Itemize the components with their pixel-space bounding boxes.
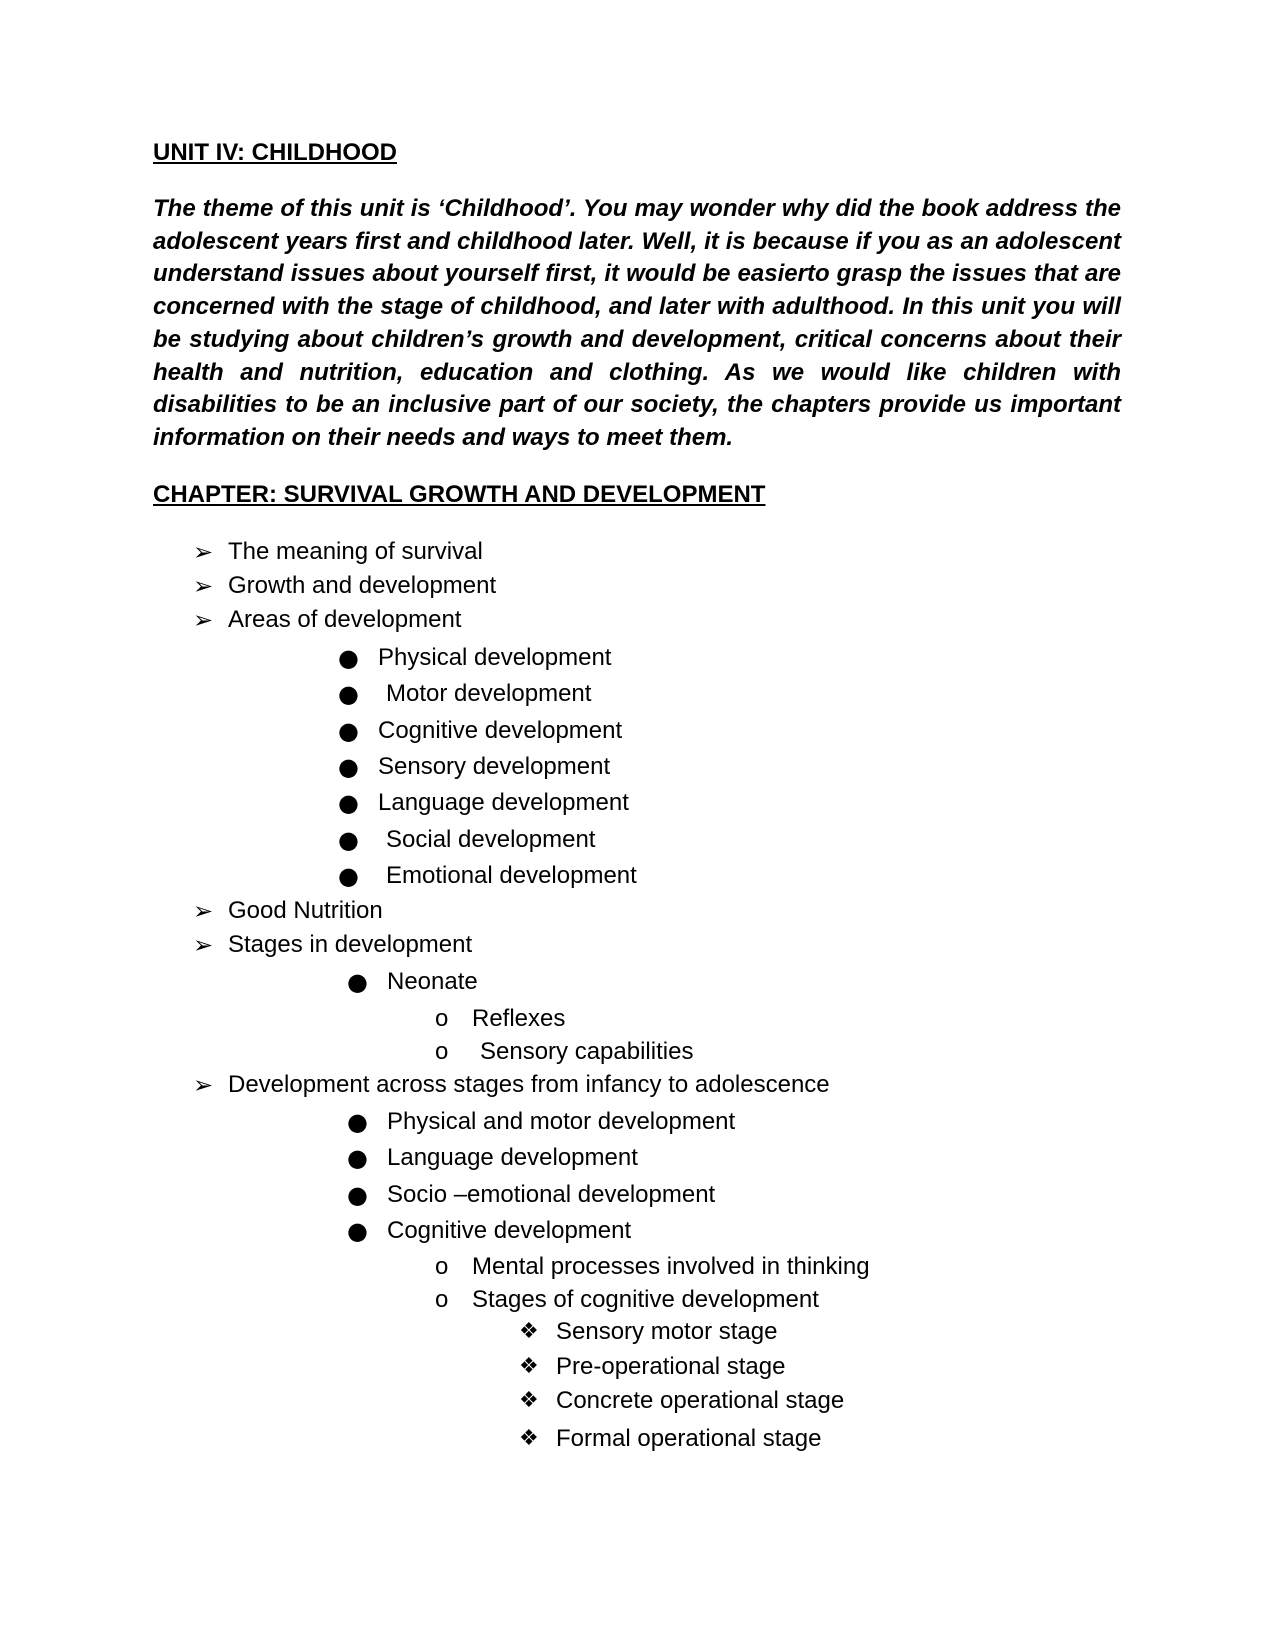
filled-dot-bullet-icon: ● xyxy=(338,644,359,672)
outline-item xyxy=(435,1038,694,1066)
outline-item-text: Cognitive development xyxy=(387,1217,632,1244)
hollow-circle-bullet-icon: o xyxy=(435,1038,449,1065)
outline-item xyxy=(435,1005,566,1033)
four-diamond-bullet-icon: ❖ xyxy=(519,1319,539,1344)
outline-item xyxy=(347,1108,736,1136)
outline-item-text: Neonate xyxy=(387,968,478,995)
outline-item-text: Socio –emotional development xyxy=(387,1181,716,1208)
outline-item-text: Reflexes xyxy=(472,1005,566,1032)
chapter-title: CHAPTER: SURVIVAL GROWTH AND DEVELOPMENT xyxy=(153,481,766,508)
outline-item xyxy=(338,862,637,890)
outline-item xyxy=(338,680,592,708)
filled-dot-bullet-icon: ● xyxy=(338,862,359,890)
outline-item xyxy=(519,1425,822,1453)
arrowhead-bullet-icon: ➢ xyxy=(193,897,214,925)
hollow-circle-bullet-icon: o xyxy=(435,1286,449,1313)
outline-item-text: Good Nutrition xyxy=(228,897,383,924)
outline-item-text: Motor development xyxy=(386,680,592,707)
outline-item-text: Pre-operational stage xyxy=(556,1353,786,1380)
outline-item-text: Emotional development xyxy=(386,862,637,889)
outline-item xyxy=(193,897,383,925)
hollow-circle-bullet-icon: o xyxy=(435,1005,449,1032)
outline-item-text: Language development xyxy=(387,1144,638,1171)
filled-dot-bullet-icon: ● xyxy=(347,968,368,996)
filled-dot-bullet-icon: ● xyxy=(338,717,359,745)
arrowhead-bullet-icon: ➢ xyxy=(193,606,214,634)
outline-item xyxy=(347,1217,632,1245)
outline-item xyxy=(193,931,473,959)
arrowhead-bullet-icon: ➢ xyxy=(193,538,214,566)
outline-item-text: Stages of cognitive development xyxy=(472,1286,819,1313)
outline-item-text: Stages in development xyxy=(228,931,473,958)
outline-item xyxy=(338,789,629,817)
filled-dot-bullet-icon: ● xyxy=(347,1108,368,1136)
four-diamond-bullet-icon: ❖ xyxy=(519,1388,539,1413)
outline-item xyxy=(193,572,497,600)
outline-item-text: Physical and motor development xyxy=(387,1108,736,1135)
outline-item xyxy=(347,1181,716,1209)
outline-item xyxy=(519,1353,786,1381)
outline-item-text: Cognitive development xyxy=(378,717,623,744)
outline-item-text: Sensory capabilities xyxy=(480,1038,694,1065)
four-diamond-bullet-icon: ❖ xyxy=(519,1354,539,1379)
filled-dot-bullet-icon: ● xyxy=(338,680,359,708)
outline-item xyxy=(193,538,483,566)
outline-item xyxy=(338,644,612,672)
outline-item-text: Development across stages from infancy to adolescence xyxy=(228,1071,830,1098)
outline-item-text: Areas of development xyxy=(228,606,462,633)
arrowhead-bullet-icon: ➢ xyxy=(193,931,214,959)
outline-item xyxy=(435,1253,870,1281)
outline-item-text: Sensory development xyxy=(378,753,611,780)
filled-dot-bullet-icon: ● xyxy=(347,1217,368,1245)
outline-item-text: Formal operational stage xyxy=(556,1425,822,1452)
outline-item-text: Concrete operational stage xyxy=(556,1387,845,1414)
outline-item xyxy=(338,826,596,854)
outline-item xyxy=(193,606,462,634)
outline-item xyxy=(347,968,478,996)
outline-item xyxy=(193,1071,830,1099)
outline-item xyxy=(519,1318,778,1346)
hollow-circle-bullet-icon: o xyxy=(435,1253,449,1280)
outline-item-text: Mental processes involved in thinking xyxy=(472,1253,870,1280)
outline-item-text: Language development xyxy=(378,789,629,816)
filled-dot-bullet-icon: ● xyxy=(338,789,359,817)
outline-item-text: Sensory motor stage xyxy=(556,1318,778,1345)
outline-item xyxy=(338,753,611,781)
arrowhead-bullet-icon: ➢ xyxy=(193,572,214,600)
unit-introduction: The theme of this unit is ‘Childhood’. You may wonder why did the book address the adolescent years first and childhood later. Well, it is because if you as an adolescent understand issues about yourself first, it would be easierto grasp the issues that are concerned with the stage of childhood, and later with adulthood. In this unit you will be studying about children’s growth and development, critical concerns about their health and nutrition, education and clothing. As we would like children with disabilities to be an inclusive part of our society, the chapters provide us important information on their needs and ways to meet them. xyxy=(153,195,1121,451)
unit-title: UNIT IV: CHILDHOOD xyxy=(153,139,397,166)
outline-item xyxy=(519,1387,845,1415)
filled-dot-bullet-icon: ● xyxy=(338,753,359,781)
outline-item xyxy=(347,1144,638,1172)
outline-item-text: Social development xyxy=(386,826,596,853)
filled-dot-bullet-icon: ● xyxy=(347,1144,368,1172)
outline-item xyxy=(435,1286,819,1314)
outline-item xyxy=(338,717,623,745)
arrowhead-bullet-icon: ➢ xyxy=(193,1071,214,1099)
filled-dot-bullet-icon: ● xyxy=(338,826,359,854)
four-diamond-bullet-icon: ❖ xyxy=(519,1426,539,1451)
outline-item-text: The meaning of survival xyxy=(228,538,483,565)
outline-item-text: Physical development xyxy=(378,644,612,671)
outline-item-text: Growth and development xyxy=(228,572,497,599)
filled-dot-bullet-icon: ● xyxy=(347,1181,368,1209)
